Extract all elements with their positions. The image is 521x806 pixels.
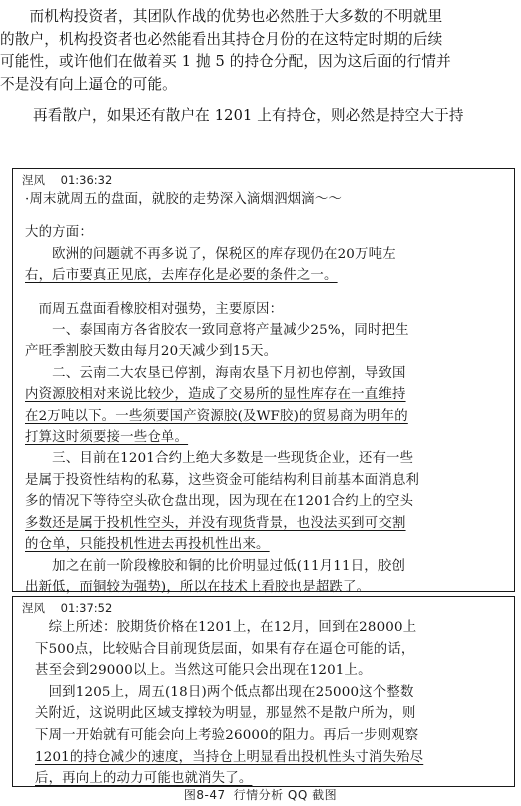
message-time: 01:37:52 bbox=[60, 601, 113, 615]
message-header bbox=[13, 597, 514, 615]
intro-line: 再看散户，如果还有散户在 1201 上有持仓，则必然是持空大于持 bbox=[33, 107, 464, 124]
figure-caption bbox=[0, 788, 521, 802]
message-line: 右，后市要真正见底，去库存化是必要的条件之一。 bbox=[25, 268, 338, 284]
message-line: 回到1205上，周五(18日)两个低点都出现在25000这个整数 bbox=[35, 684, 414, 700]
intro-text bbox=[0, 6, 521, 128]
message-line: 1201的持仓减少的速度，当持仓上明显看出投机性头寸消失殆尽 bbox=[35, 749, 424, 765]
message-line: 欧洲的问题就不再多说了，保税区的库存现仍在20万吨左 bbox=[25, 246, 396, 262]
message-line: 甚至会到29000以上。当然这可能只会出现在1201上。 bbox=[35, 663, 372, 679]
message-line: 下500点，比较贴合目前现货层面，如果有存在逼仓可能的话， bbox=[35, 641, 415, 657]
message-line: 内资源胶相对来说比较少，造成了交易所的显性库存在一直维持 bbox=[25, 387, 406, 403]
message-line: 大的方面： bbox=[25, 225, 93, 241]
sender-name: 涅风 bbox=[22, 173, 45, 187]
blank-line bbox=[25, 287, 506, 299]
message-header bbox=[13, 169, 514, 187]
message-body bbox=[13, 187, 514, 598]
message-line: 打算这时须要接一些仓单。 bbox=[25, 430, 189, 446]
message-line: 产旺季割胶天数由每月20天减少到15天。 bbox=[25, 344, 278, 360]
message-line: 加之在前一阶段橡胶和铜的比价明显过低(11月11日，胶创 bbox=[25, 558, 406, 574]
intro-line: 而机构投资者，其团队作战的优势也必然胜于大多数的不明就里 bbox=[0, 8, 443, 25]
message-line: 是属于投资性结构的私募，这些资金可能结构利目前基本面消息利 bbox=[25, 472, 420, 488]
message-time: 01:36:32 bbox=[60, 173, 113, 187]
message-line: 多数还是属于投机性空头，并没有现货背景，也没法买到可交割 bbox=[25, 515, 406, 531]
message-line: 而周五盘面看橡胶相对强势，主要原因： bbox=[25, 301, 284, 317]
message-body bbox=[13, 615, 514, 790]
message-line: 在2万吨以下。一些须要国产资源胶(及WF胶)的贸易商为明年的 bbox=[25, 408, 408, 424]
message-line: 多的情况下等待空头砍仓盘出现，因为现在在1201合约上的空头 bbox=[25, 494, 414, 510]
message-line: 三、目前在1201合约上绝大多数是一些现货企业，还有一些 bbox=[25, 451, 414, 467]
intro-line: 的散户，机构投资者也必然能看出其持仓月份的在这特定时期的后续 bbox=[0, 30, 443, 48]
blank-line bbox=[25, 210, 506, 222]
message-line: 后，再向上的动力可能也就消失了。 bbox=[35, 771, 253, 787]
message-line: 的仓单，只能投机性进去再投机性出来。 bbox=[25, 537, 270, 553]
message-line: 一、泰国南方各省胶农一致同意将产量减少25%，同时把生 bbox=[25, 323, 409, 339]
message-line: 出新低，而铜较为强势)，所以在技术上看胶也是超跌了。 bbox=[25, 579, 371, 595]
qq-message-1 bbox=[12, 168, 515, 595]
message-line: ·周末就周五的盘面，就胶的走势深入滴烟泗烟滴～～ bbox=[25, 192, 343, 207]
message-line: 下周一开始就有可能会向上考验26000的阻力。再后一步则观察 bbox=[35, 727, 419, 743]
figure-number: 图8-47 bbox=[183, 788, 226, 802]
intro-line: 可能性，或许他们在做着买 1 抛 5 的持仓分配，因为这后面的行情并 bbox=[0, 53, 451, 70]
qq-message-2 bbox=[12, 596, 515, 787]
message-line: 二、云南二大农垦已停割，海南农垦下月初也停割，导致国 bbox=[25, 365, 406, 381]
message-line: 关附近，这说明此区域支撑较为明显，那显然不是散户所为，则 bbox=[35, 706, 416, 722]
intro-line: 不是没有向上逼仓的可能。 bbox=[0, 75, 177, 93]
message-line: 综上所述：胶期货价格在1201上，在12月，回到在28000上 bbox=[35, 620, 417, 635]
sender-name: 涅风 bbox=[22, 601, 45, 615]
figure-title: 行情分析 QQ 截图 bbox=[233, 788, 338, 802]
